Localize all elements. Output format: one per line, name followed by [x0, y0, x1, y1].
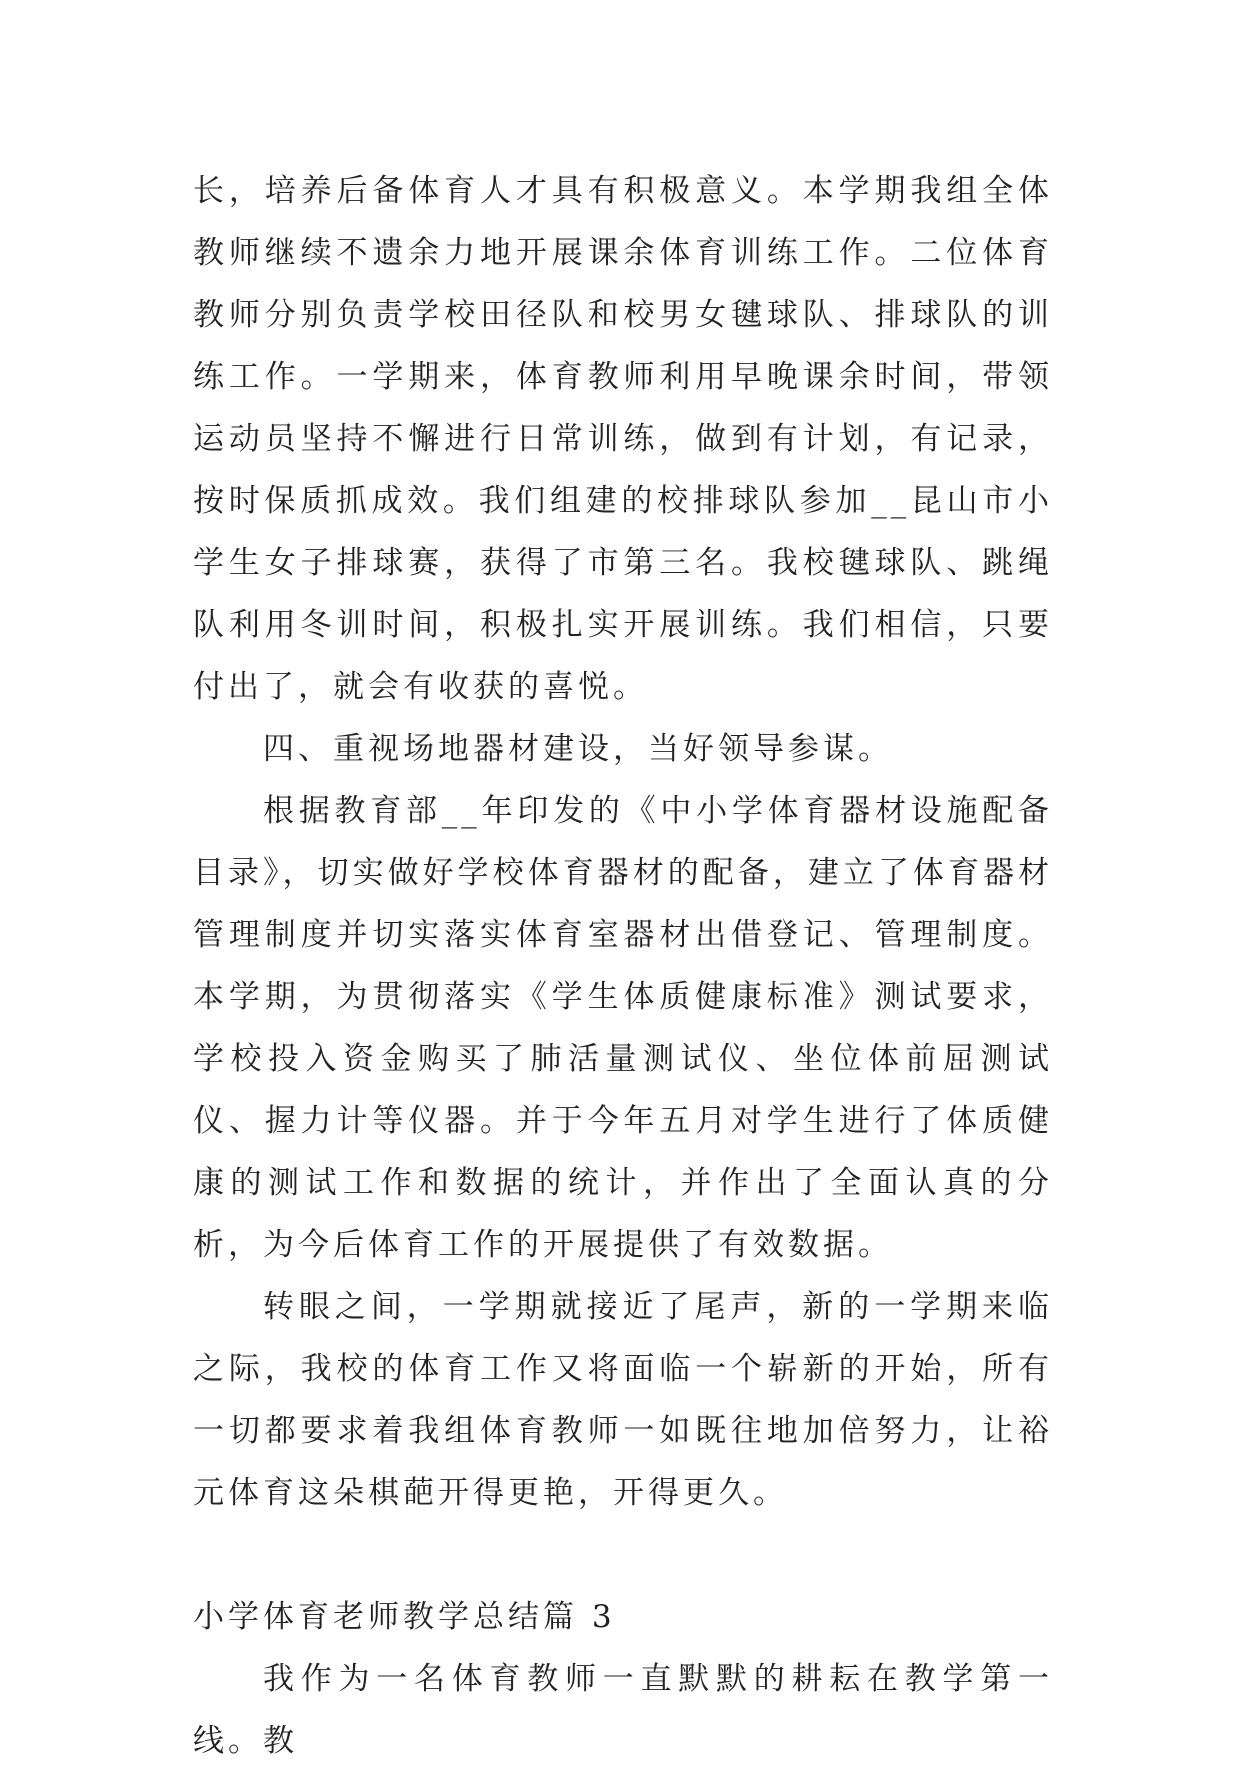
document-body — [193, 160, 1053, 1772]
paragraph-heading-equipment: 四、重视场地器材建设，当好领导参谋。 — [263, 731, 893, 767]
section-spacer — [193, 1524, 1053, 1586]
paragraph-intro: 我作为一名体育教师一直默默的耕耘在教学第一线。教 — [193, 1661, 1053, 1759]
section-heading: 小学体育老师教学总结篇 3 — [193, 1599, 616, 1635]
paragraph-conclusion: 转眼之间，一学期就接近了尾声，新的一学期来临之际，我校的体育工作又将面临一个崭新的开始，所有一切都要求着我组体育教师一如既往地加倍努力，让裕元体育这朵棋葩开得更艳，开得更久。 — [193, 1289, 1053, 1511]
paragraph-training: 长，培养后备体育人才具有积极意义。本学期我组全体教师继续不遗余力地开展课余体育训练工作。二位体育教师分别负责学校田径队和校男女毽球队、排球队的训练工作。一学期来，体育教师利用早晚课余时间，带领运动员坚持不懈进行日常训练，做到有计划，有记录，按时保质抓成效。我们组建的校排球队参加__昆山市小学生女子排球赛，获得了市第三名。我校毽球队、跳绳队利用冬训时间，积极扎实开展训练。我们相信，只要付出了，就会有收获的喜悦。 — [193, 173, 1053, 705]
paragraph-equipment: 根据教育部__年印发的《中小学体育器材设施配备目录》，切实做好学校体育器材的配备，建立了体育器材管理制度并切实落实体育室器材出借登记、管理制度。本学期，为贯彻落实《学生体质健康标准》测试要求，学校投入资金购买了肺活量测试仪、坐位体前屈测试仪、握力计等仪器。并于今年五月对学生进行了体质健康的测试工作和数据的统计，并作出了全面认真的分析，为今后体育工作的开展提供了有效数据。 — [193, 793, 1053, 1263]
